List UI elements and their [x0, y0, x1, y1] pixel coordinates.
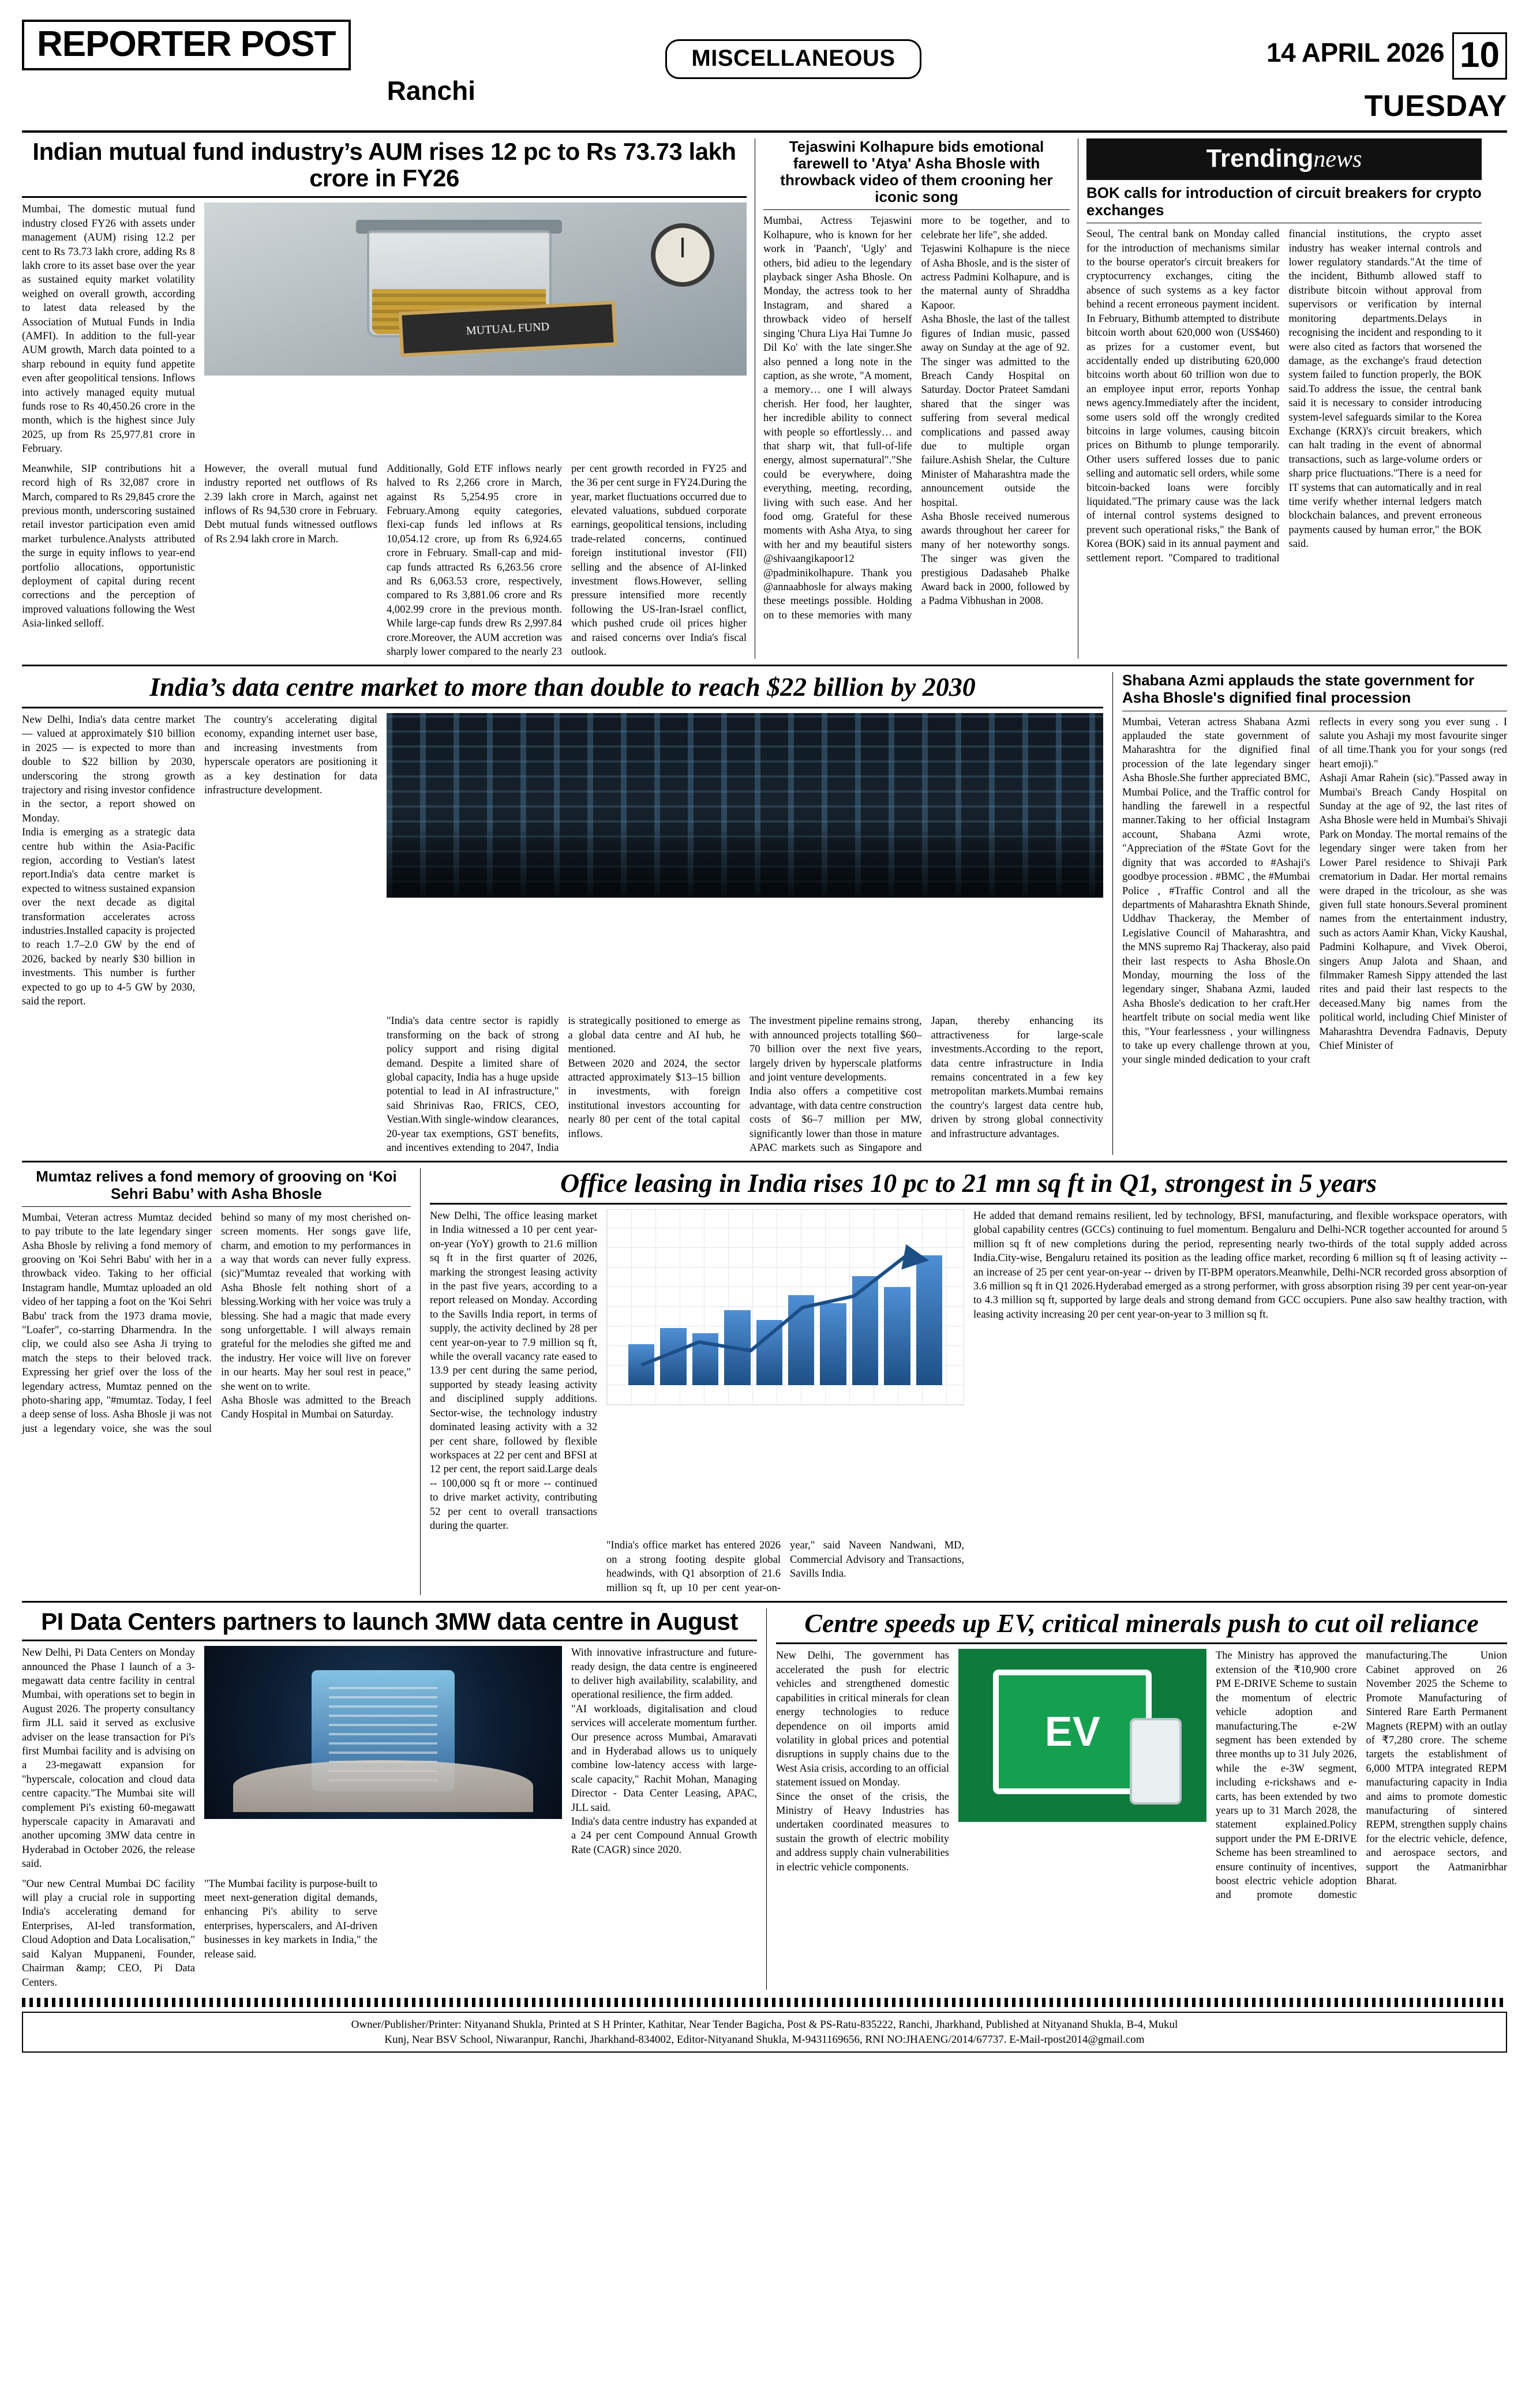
- mutual-fund-headline: Indian mutual fund industry’s AUM rises 12 pc to Rs 73.73 lakh crore in FY26: [32, 138, 736, 192]
- divider: [430, 1203, 1507, 1205]
- mutual-fund-para-4: Additionally, Gold ETF inflows nearly halved to Rs 2,266 crore in March, against Rs 5,254.95 crore in February.Among equity categories, flexi-cap funds led inflows at Rs 10,054.12 crore, up from Rs 6,924.65 crore in February. Small-cap and mid-cap funds attracted Rs 6,263.56 crore and Rs 6,063.53 crore, respectively, compared to Rs 3,881.06 crore and Rs 4,002.99 crore in the previous month. While large-cap funds drew Rs 2,997.84 crore.Moreover, the AUM accretion was sharply lower compared to the nearly 23 per cent growth recorded in FY25 and the 36 per cent surge in FY24.During the year, market fluctuations occurred due to elevated valuations, subdued corporate earnings, geopolitical tensions, including trade-related concerns, continued foreign institutional investor (FII) selling and the absence of AI-linked investment flows.However, selling pressure intensified more recently following the US-Iran-Israel conflict, which pushed crude oil prices higher and raised concerns over India's fiscal outlook.: [387, 463, 747, 658]
- mumtaz-para-1: Mumbai, Veteran actress Mumtaz decided to pay tribute to the late legendary singer Asha Bhosle by reliving a fond memory of grooving on 'Koi Sehri Babu' with her in a throwback video. Taking to her official Instagram handle, Mumtaz uploaded an old video of her tapping a foot on the 'Koi Sehri Babu' track from the 1973 drama movie, "Loafer", co-starring Dharmendra. In the clip, we could also see Asha Ji trying to match the steps to their beloved track. Expressing her grief over the loss of the legendary actress, Mumtaz penned on the photo-sharing app, "#mumtaz. Today, I feel a deep sense of loss. Asha Bhosle ji was not just a legendary voice, she was the soul behind so many of my most cherished on-screen moments. Her songs gave life, charm, and emotion to my performances in a way that words can never fully express. (sic)"Mumtaz revealed that working with Asha Bhosle felt nothing short of a blessing.Working with her voice was truly a blessing. She had a magic that made every song unforgettable. I will always remain grateful for the melodies she gifted me and the industry. Her voice will live on forever in our hearts. May her soul rest in peace," she went on to write.: [22, 1211, 411, 1435]
- mutual-fund-chalkboard: MUTUAL FUND: [399, 301, 618, 358]
- tejaswini-headline: Tejaswini Kolhapure bids emotional farewell to 'Atya' Asha Bhosle with throwback video of them crooning her iconic song: [780, 138, 1053, 206]
- section-divider: [22, 665, 1507, 666]
- weekday: TUESDAY: [1364, 89, 1507, 123]
- office-leasing-story: [420, 1168, 1507, 1595]
- mutual-fund-para-3: However, the overall mutual fund industry reported net outflows of Rs 2.39 lakh crore in March, against net inflows of Rs 94,530 crore in February. Debt mutual funds witnessed outflows of Rs 2.94 lakh crore in March.: [204, 463, 377, 545]
- news-label: news: [1313, 146, 1362, 172]
- tejaswini-para-3: Asha Bhosle, the last of the tallest figures of Indian music, passed away on Sunday at the age of 92. The singer was admitted to the Breach Candy Hospital on Saturday. Doctor Prateet Samdani shared that the singer was suffering from several medical complications and passed away due to multiple organ failure.Ashish Shelar, the Culture Minister of Maharashtra made the announcement outside the hospital.: [921, 314, 1070, 509]
- pi-data-para-4: With innovative infrastructure and future-ready design, the data centre is engineered to deliver high availability, scalability, and operational resilience, the firm added.: [571, 1647, 757, 1701]
- shabana-story: [1112, 672, 1507, 1155]
- mutual-fund-photo: [204, 202, 747, 376]
- data-centre-para-3: The country's accelerating digital economy, expanding internet user base, and increasing investments from hyperscale operators are positioning it as a key destination for data infrastructure development.: [204, 714, 377, 796]
- imprint-line-1: Owner/Publisher/Printer: Nityanand Shukla, Printed at S H Printer, Kathitar, Near Tender Bagicha, Post & PS-Ratu-835222, Ranchi, Jharkhand, Published at Nityanand Shukla, B-4, Mukul: [351, 2018, 1178, 2031]
- trending-label: Trending: [1206, 144, 1314, 172]
- divider: [776, 1642, 1507, 1644]
- pi-data-para-3: "The Mumbai facility is purpose-built to meet next-generation digital demands, enhancing Pi's ability to serve enterprises, hyperscalers, and AI-driven businesses in key markets in India," the release said.: [204, 1878, 377, 1960]
- divider: [22, 1640, 757, 1641]
- data-centre-para-2: India is emerging as a strategic data centre hub within the Asia-Pacific region, according to Vestian's latest report.India's data centre market is expected to witness sustained expansion over the next decade as digital transformation accelerates across industries.Installed capacity is projected to reach 1.7–2.0 GW by the end of 2026, backed by nearly $30 billion in investments. This number is further expected to go up to 4-5 GW by 2030, said the report.: [22, 827, 195, 1008]
- issue-date: 14 APRIL 2026: [1266, 37, 1445, 67]
- footer-tick-rule: [22, 1998, 1507, 2007]
- data-centre-story: [22, 672, 1112, 1155]
- divider: [763, 209, 1070, 210]
- divider: [22, 196, 747, 198]
- data-centre-para-4: "India's data centre sector is rapidly transforming on the back of strong policy support and rising digital demand. Despite a limited share of global capacity, India has a huge upside potential to lead in AI infrastructure," said Shrinivas Rao, FRICS, CEO, Vestian.With single-window clearances, 20-year tax exemptions, GST benefits, and incentives extending to 2047, India is strategically positioned to emerge as a global data centre and AI hub, he mentioned.: [387, 1015, 740, 1154]
- pi-data-col-1: New Delhi, Pi Data Centers on Monday announced the Phase I launch of a 3-megawatt data centre facility in central Mumbai, with operations set to begin in August 2026. The property consultancy firm JLL said it served as exclusive adviser on the lease transaction for Pi's first Mumbai facility and is advising on a 23-megawatt expansion for "hyperscale, colocation and cloud data centre capacity."The Mumbai site will complement Pi's existing 60-megawatt hyperscale capacity in Amaravati and another upcoming 3MW data centre in Hyderabad in October 2026, the release said.: [22, 1647, 195, 1870]
- ev-sign-text: EV: [1044, 1709, 1100, 1756]
- masthead-right: [1103, 20, 1507, 123]
- shabana-para-1: Mumbai, Veteran actress Shabana Azmi applauded the state government of Maharashtra for the dignified final procession of the late legendary singer Asha Bhosle.She further appreciated BMC, Mumbai Police, and the Traffic control for handling the farewell in a respectful manner.Taking to her official Instagram account, Shabana Azmi wrote, "Appreciation of the #State Govt for the dignity that was accorded to #Ashaji's goodbye procession . #BMC , the #Mumbai Police , #Traffic Control and all the departments of Maharashtra Eknath Shinde, Uddhav Thackeray, the Member of Legislative Council of Maharashtra, and the MNS supremo Raj Thackeray, also paid their last respects to Asha Bhosle.On Monday, mourning the loss of the legendary singer, Shabana Azmi, lauded Asha Bhosle's dedication to her craft.Her heartfelt tribute on social media went like this, "Your fearlessness , your willingness to take up every challenge thrown at you, your single minded dedication to your craft reflects in every song you ever sung . I salute you Ashaji my most favourite singer of all time.Thank you for your songs (red heart emoji).": [1122, 716, 1507, 1066]
- data-centre-continued: [387, 1014, 1103, 1155]
- mid-band: [22, 1168, 1507, 1595]
- data-centre-para-6: The investment pipeline remains strong, with announced projects totalling $60–70 billion over the next five years, largely driven by hyperscale platforms and joint venture developments.: [749, 1015, 922, 1084]
- masthead: [22, 20, 1507, 127]
- bok-body: Seoul, The central bank on Monday called for the introduction of mechanisms similar to the bourse operator's circuit breakers for cryptocurrency exchanges, citing the absence of such systems as a key factor behind a recent erroneous payment incident. In February, Bithumb attempted to distribute bitcoin worth about 620,000 won (US$460) as prizes for a customer event, but accidentally ended up distributing 620,000 bitcoins worth about 60 trillion won due to an employee input error, reports Yonhap news agency.Immediately after the incident, some users sold off the wrongly credited bitcoins in large volumes, causing bitcoin prices on Bithumb to plunge temporarily. Other users suffered losses due to panic selling and automatic sell orders, while some bitcoin-backed loans were forcibly liquidated."The primary cause was the lack of internal control systems designed to prevent such operational risks," the Bank of Korea (BOK) said in its annual payment and settlement report. "Compared to traditional financial institutions, the crypto asset industry has weaker internal controls and lower regulatory standards."At the time of the incident, Bithumb allowed staff to distribute bitcoin without approval from supervisors or verification by internal monitoring departments.Delays in recognising the incident and responding to it were also cited as factors that worsened the damage, as the exchange's fraud detection system failed to function properly, the BOK said.To address the issue, the central bank said it is necessary to consider introducing system-level safeguards similar to the Korea Exchange (KRX)'s circuit breakers, which can halt trading in the event of abnormal transactions, such as large-volume orders or sharp price fluctuations."There is a need for IT systems that can automatically and in real time verify whether internal ledgers match blockchain balances, and prevent erroneous payments caused by human error," the BOK said.: [1086, 228, 1482, 564]
- footer: [22, 1998, 1507, 2053]
- pi-data-para-5: "AI workloads, digitalisation and cloud services will accelerate momentum further. Our presence across Mumbai, Amaravati and in Hyderabad allows us to uniquely combine low-latency access with large-scale capacity," Rachit Mohan, Managing Director - Data Center Leasing, APAC, JLL said.: [571, 1703, 757, 1814]
- trending-news-banner: [1086, 138, 1482, 180]
- imprint-box: [22, 2012, 1507, 2053]
- newspaper-title-box: [22, 20, 351, 70]
- pi-data-photo: [204, 1646, 562, 1819]
- data-centre-photo: [387, 713, 1103, 898]
- top-section: [22, 138, 1507, 659]
- ev-headline: Centre speeds up EV, critical minerals push to cut oil reliance: [804, 1608, 1479, 1638]
- newspaper-title: REPORTER POST: [37, 24, 336, 64]
- imprint-line-2: Kunj, Near BSV School, Niwaranpur, Ranchi, Jharkhand-834002, Editor-Nityanand Shukla, M-9431169656, RNI NO:JHAENG/2014/67737. E-Mail-rpost2014@gmail.com: [384, 2033, 1145, 2046]
- office-leasing-chart-photo: [606, 1209, 964, 1405]
- pi-data-para-6: India's data centre industry has expanded at a 24 per cent Compound Annual Growth Rate (CAGR) since 2020.: [571, 1816, 757, 1856]
- mumtaz-headline: Mumtaz relives a fond memory of grooving on ‘Koi Sehri Babu’ with Asha Bhosle: [36, 1168, 397, 1202]
- charger-plug-icon: [1130, 1718, 1182, 1805]
- chart-trend-arrow: [607, 1210, 964, 1405]
- tejaswini-para-4: Asha Bhosle received numerous awards throughout her career for many of her noteworthy songs. The singer was given the prestigious Dadasaheb Phalke Award back in 2000, followed by a Padma Vibhushan in 2008.: [921, 511, 1070, 607]
- shabana-headline: Shabana Azmi applauds the state government for Asha Bhosle's dignified final procession: [1122, 672, 1475, 706]
- page-number: 10: [1452, 32, 1507, 80]
- office-leasing-col-3: [973, 1209, 1507, 1533]
- pi-data-story: [22, 1608, 766, 1990]
- ev-photo: [958, 1649, 1206, 1822]
- data-centre-col-1: [22, 713, 195, 1009]
- data-centre-col-2: [204, 713, 377, 1009]
- office-leasing-headline: Office leasing in India rises 10 pc to 21 mn sq ft in Q1, strongest in 5 years: [560, 1168, 1377, 1198]
- mutual-fund-story: [22, 138, 755, 659]
- data-centre-band: [22, 672, 1507, 1155]
- trending-column: [1078, 138, 1482, 659]
- office-leasing-col-1: New Delhi, The office leasing market in India witnessed a 10 per cent year-on-year (YoY) growth to 21.6 million sq ft in the first quarter of 2026, marking the strongest leasing activity in the past five years, according to a report released on Monday. According to the Savills India report, in terms of supply, the activity declined by 28 per cent year-on-year to 7.9 million sq ft, while the overall vacancy rate eased to 13.9 per cent during the same period, supported by steady leasing activity and disciplined supply additions. Sector-wise, the technology industry dominated leasing activity with a 32 per cent share, followed by flexible workspaces at 22 per cent and BFSI at 12 per cent, the report said.Large deals -- 100,000 sq ft or more -- continued to drive market activity, contributing 52 per cent to overall transactions during the quarter.: [430, 1210, 597, 1532]
- mutual-fund-para-2: Meanwhile, SIP contributions hit a record high of Rs 32,087 crore in March, compared to Rs 29,845 crore the previous month, underscoring sustained retail investor participation even amid market turbulence.Analysts attributed the surge in equity inflows to year-end portfolio allocations, opportunistic deployment of capital during recent corrections and the perception of improved valuations following the West Asia-linked selloff.: [22, 463, 195, 630]
- masthead-rule: [22, 130, 1507, 133]
- ev-para-2: Since the onset of the crisis, the Ministry of Heavy Industries has undertaken coordinated measures to sustain the growth of electric mobility and address supply chain vulnerabilities in electric vehicle components.: [776, 1791, 949, 1873]
- divider: [22, 707, 1103, 708]
- section-divider: [22, 1161, 1507, 1162]
- pi-data-headline: PI Data Centers partners to launch 3MW data centre in August: [41, 1607, 738, 1635]
- dateline: [1103, 32, 1507, 80]
- ev-col-1: [776, 1649, 949, 1902]
- shabana-body: [1122, 715, 1507, 1067]
- office-leasing-para-3: He added that demand remains resilient, led by technology, BFSI, manufacturing, and flexible workspace operators, with global capability centres (GCCs) continuing to fuel momentum. Bengaluru and Delhi-NCR together accounted for around 5 million sq ft of new completions during the period, representing nearly two-thirds of the total supply added across India.City-wise, Bengaluru retained its position as the leading office market, recording 6 million sq ft of leasing activity -- an increase of 25 per cent year-on-year -- driven by IT-BPM operators.Meanwhile, Delhi-NCR recorded gross absorption of 3.6 million sq ft in Q1 2026.Hyderabad emerged as a strong performer, with gross absorption rising 39 per cent year-on-year to 4.3 million sq ft, supported by large deals and strong demand from GCC occupiers. Pune also saw healthy traction, with leasing activity increasing 20 per cent year-on-year to 3 million sq ft.: [973, 1210, 1507, 1321]
- ev-col-3: The Ministry has approved the extension of the ₹10,900 crore PM E-DRIVE Scheme to sustain the momentum of electric vehicle adoption and manufacturing.The e-2W segment has been extended by three months up to 31 July 2026, while the e-3W segment, including e-rickshaws and e-carts, has been extended by two years up to 31 March 2028, the statement explained.Policy support under the PM E-DRIVE Scheme has been streamlined to ensure continuity of incentives, boost electric vehicle adoption and promote domestic manufacturing.The Union Cabinet approved on 26 November 2025 the Scheme to Promote Manufacturing of Sintered Rare Earth Permanent Magnets (REPM) with an outlay of ₹7,280 crore. The scheme targets the establishment of 6,000 MTPA integrated REPM manufacturing capacity in India and aims to promote domestic manufacturing of sintered REPM, strengthen supply chains for the electric vehicle, defence, and aerospace sectors, and support the Aatmanirbhar Bharat.: [1216, 1650, 1507, 1901]
- hands-shape: [233, 1760, 534, 1812]
- tejaswini-para-2: Tejaswini Kolhapure is the niece of Asha Bhosle, and is the sister of actress Padmini Kolhapure, and is the maternal aunty of Shraddha Kapoor.: [921, 243, 1070, 312]
- section-badge: MISCELLANEOUS: [665, 39, 921, 79]
- pi-data-col-3: [571, 1646, 757, 1871]
- mumtaz-story: [22, 1168, 420, 1595]
- office-leasing-col-2: "India's office market has entered 2026 on a strong footing despite global headwinds, with Q1 absorption of 21.6 million sq ft, up 10 per cent year-on-year," said Naveen Nandwani, MD, Commercial Advisory and Transactions, Savills India.: [606, 1540, 964, 1594]
- tejaswini-para-1: Mumbai, Actress Tejaswini Kolhapure, who is known for her work in 'Paanch', 'Ugly' and others, bid adieu to the legendary playback singer Asha Bhosle. On Monday, the actress took to her Instagram, and shared a throwback video of herself singing 'Chura Liya Hai Tumne Jo Dil Ko' with the late singer.She also penned a long note in the caption, as she wrote, "A moment, a memory… one I will always cherish. Her food, her laughter, her incredible ability to connect with people so effortlessly… and that sharp wit, that full-of-life energy, almost supernatural"."She could be everywhere, doing everything, meeting, recording, living with such ease. And her food omg. Grateful for these moments with Asha Atya, to sing with her and my beautiful sisters @shivaangikapoor12 @padminikolhapure. Thank you @annaabhosle for always making these meetings possible. Holding on to these memories with many more to be together, and to celebrate her life", she added.: [763, 215, 1070, 621]
- bottom-band: [22, 1608, 1507, 1990]
- masthead-center: [484, 20, 1103, 79]
- data-centre-para-5: Between 2020 and 2024, the sector attracted approximately $13–15 billion in investments, with foreign institutional investors accounting for nearly 80 per cent of the total capital inflows.: [568, 1057, 740, 1140]
- divider: [22, 1206, 411, 1207]
- bok-headline: BOK calls for introduction of circuit breakers for crypto exchanges: [1086, 184, 1482, 219]
- data-centre-para-1: New Delhi, India's data centre market — valued at approximately $10 billion in 2025 — is expected to more than double to $22 billion by 2030, underscoring the strong growth trajectory and rising investor confidence in the sector, a report showed on Monday.: [22, 714, 195, 824]
- data-centre-para-7: India also offers a competitive cost advantage, with data centre construction costs of $6–7 million per MW, significantly lower than those in mature APAC markets such as Singapore and Japan, thereby enhancing its attractiveness for large-scale investments.According to the report, data centre infrastructure in India remains concentrated in a few key metropolitan markets.Mumbai remains the country's largest data centre hub, driven by strong global connectivity and infrastructure advantages.: [749, 1015, 1103, 1154]
- section-divider: [22, 1601, 1507, 1603]
- ev-para-1: New Delhi, The government has accelerated the push for electric vehicles and strengthened domestic capabilities in critical minerals for clean energy technologies to reduce dependence on oil imports amid volatility in global prices and potential disruptions in supply chains due to the West Asia crisis, according to an official statement issued on Monday.: [776, 1650, 949, 1789]
- ev-story: [766, 1608, 1507, 1990]
- mumtaz-para-2: Asha Bhosle was admitted to the Breach Candy Hospital in Mumbai on Saturday.: [221, 1394, 411, 1421]
- mumtaz-body: [22, 1211, 411, 1436]
- data-centre-headline: India’s data centre market to more than double to reach $22 billion by 2030: [149, 672, 976, 702]
- shabana-para-2: Ashaji Amar Rahein (sic)."Passed away in Mumbai's Breach Candy Hospital on Sunday at the age of 92, the last rites of Asha Bhosle were held in Mumbai's Shivaji Park on Monday. The mortal remains of the legendary singer were taken from her Lower Parel residence to Shivaji Park crematorium in Dadar. Her mortal remains were draped in the tricolour, as she was given full state honours.Several prominent names from the entertainment industry, such as actors Aamir Khan, Vicky Kaushal, Padmini Kolhapure, and Vivek Oberoi, singers Anup Jalota and Shaan, and filmmaker Ramesh Sippy attended the last rites and paid their last respects to the deceased.Many big names from the political world, including Chief Minister of Maharashtra Devendra Fadnavis, Deputy Chief Minister of: [1319, 772, 1507, 1052]
- pi-data-para-2: "Our new Central Mumbai DC facility will play a crucial role in supporting India's accelerating demand for Enterprises, AI-led transformation, Cloud Adoption and Data Localisation," said Kalyan Muppaneni, Founder, Chairman &amp; CEO, Pi Data Centers.: [22, 1878, 195, 1989]
- tejaswini-story: [755, 138, 1078, 659]
- mutual-fund-para-1: Mumbai, The domestic mutual fund industry closed FY26 with assets under management (AUM) rising 12.2 per cent to Rs 73.73 lakh crore, adding Rs 8 lakh crore to its asset base over the year as sustained equity market volatility weighed on overall growth, according to latest data released by the Association of Mutual Funds in India (AMFI). In addition to the full-year AUM growth, March data pointed to a sharp rebound in equity fund appetite even after geopolitical tensions. Inflows into actively managed equity mutual funds rose to Rs 40,450.26 crore in the month, which is the highest since July 2025, up from Rs 25,977.81 crore in February.: [22, 204, 195, 455]
- clock-icon: [651, 223, 714, 287]
- newspaper-city: Ranchi: [387, 76, 475, 106]
- masthead-left: [22, 20, 484, 106]
- tejaswini-body: [763, 214, 1070, 622]
- ev-sign: [993, 1670, 1152, 1794]
